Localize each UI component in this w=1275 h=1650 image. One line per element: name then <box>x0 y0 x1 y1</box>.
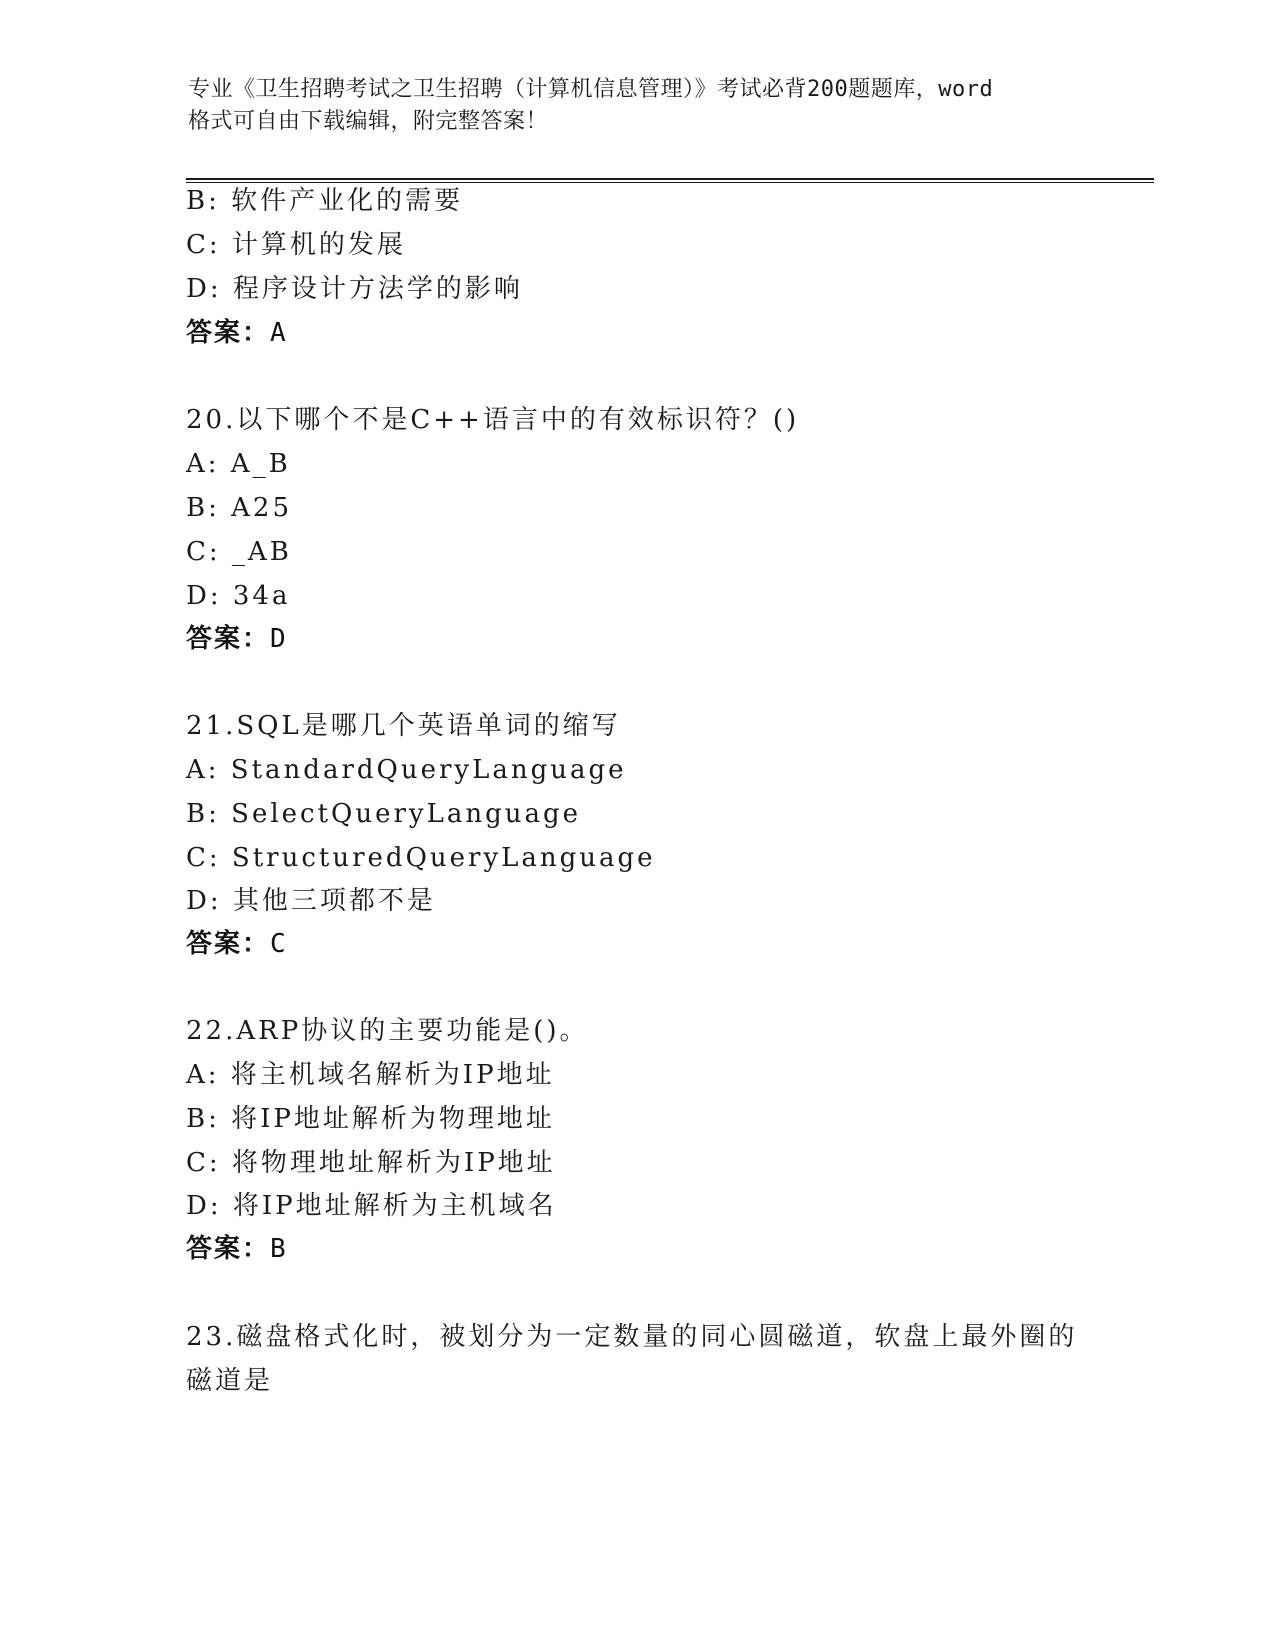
q21-option-c: C: StructuredQueryLanguage <box>186 843 656 873</box>
q21-option-b: B: SelectQueryLanguage <box>186 799 582 829</box>
answer-label: 答案： <box>186 1234 271 1264</box>
document-header <box>188 74 1088 138</box>
option-c: C: 计算机的发展 <box>186 230 406 260</box>
q21-option-a: A: StandardQueryLanguage <box>186 755 627 785</box>
option-b: B: 软件产业化的需要 <box>186 186 464 216</box>
q21-option-d: D: 其他三项都不是 <box>186 886 436 916</box>
q22-option-d: D: 将IP地址解析为主机域名 <box>186 1191 557 1221</box>
q22-option-c: C: 将物理地址解析为IP地址 <box>186 1148 556 1178</box>
answer-value: C <box>270 929 286 959</box>
answer-label: 答案： <box>186 318 271 348</box>
q20-option-a: A: A_B <box>186 449 291 479</box>
answer-label: 答案： <box>186 624 271 654</box>
answer-label: 答案： <box>186 929 271 959</box>
answer-line <box>186 316 286 350</box>
header-title-line-1: 专业《卫生招聘考试之卫生招聘（计算机信息管理）》考试必背200题题库，word <box>188 77 994 102</box>
q22-option-b: B: 将IP地址解析为物理地址 <box>186 1104 555 1134</box>
question-20-stem: 20.以下哪个不是C++语言中的有效标识符？() <box>186 405 800 435</box>
q20-option-b: B: A25 <box>186 493 292 523</box>
q22-answer-line <box>186 1232 286 1266</box>
q20-option-c: C: _AB <box>186 537 292 567</box>
q21-answer-line <box>186 927 286 961</box>
question-23-stem-line-1: 23.磁盘格式化时，被划分为一定数量的同心圆磁道，软盘上最外圈的 <box>186 1322 1078 1352</box>
header-title-line-2: 格式可自由下载编辑，附完整答案！ <box>188 109 549 134</box>
question-22-stem: 22.ARP协议的主要功能是()。 <box>186 1016 589 1046</box>
question-23-stem-line-2: 磁道是 <box>186 1366 274 1396</box>
question-21-stem: 21.SQL是哪几个英语单词的缩写 <box>186 711 621 741</box>
answer-value: A <box>270 318 286 348</box>
option-d: D: 程序设计方法学的影响 <box>186 274 523 304</box>
answer-value: D <box>270 624 286 654</box>
answer-value: B <box>270 1234 286 1264</box>
header-divider <box>186 178 1154 183</box>
q22-option-a: A: 将主机域名解析为IP地址 <box>186 1060 555 1090</box>
q20-option-d: D: 34a <box>186 581 291 611</box>
q20-answer-line <box>186 622 286 656</box>
